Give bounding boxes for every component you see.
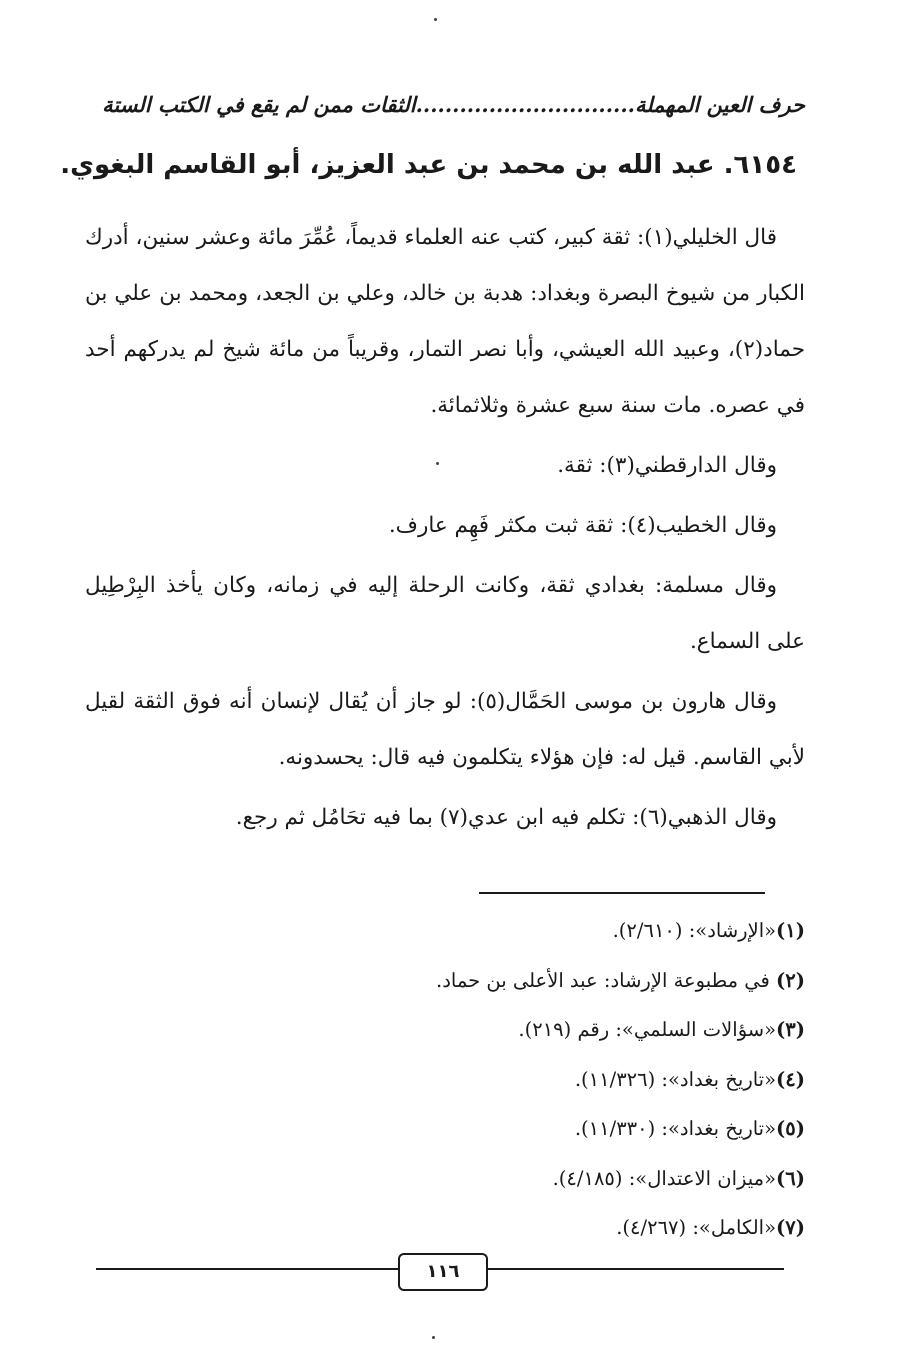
footnote-number: (٧) [776, 1216, 805, 1239]
footnote-item [85, 1154, 805, 1204]
paragraph-khatib: وقال الخطيب(٤): ثقة ثبت مكثر فَهِم عارف. [388, 513, 777, 538]
footnote-text: «تاريخ بغداد»: (١١/٣٢٦). [574, 1067, 777, 1091]
footnote-text: في مطبوعة الإرشاد: عبد الأعلى بن حماد. [436, 968, 770, 992]
footnote-text: «سؤالات السلمي»: رقم (٢١٩). [518, 1018, 777, 1041]
entry-title: ٦١٥٤. عبد الله بن محمد بن عبد العزيز، أبو القاسم البغوي. [60, 150, 797, 180]
footnote-number: (٥) [776, 1117, 805, 1140]
paragraph-harun: وقال هارون بن موسى الحَمَّال(٥): لو جاز أن يُقال لإنسان أنه فوق الثقة لقيل لأبي القاسم. قيل له: فإن هؤلاء يتكلمون فيه قال: يحسدونه. [85, 689, 805, 770]
footnote-number: (٤) [776, 1067, 805, 1091]
footnote-separator [479, 892, 765, 894]
page-number: ١١٦ [398, 1253, 488, 1291]
scan-speck [434, 18, 437, 21]
footnote-text: «ميزان الاعتدال»: (٤/١٨٥). [552, 1166, 777, 1190]
scan-speck [432, 1336, 435, 1339]
footnote-number: (٦) [776, 1166, 805, 1190]
footnote-number: (٣) [776, 1018, 805, 1041]
paragraph-daraqutni: وقال الدارقطني(٣): ثقة. [557, 453, 777, 478]
footnote-item [85, 1104, 805, 1154]
entry-body [85, 210, 805, 850]
footnote-item [85, 1055, 805, 1105]
footnote-item [85, 906, 805, 956]
footnote-text: «الإرشاد»: (٢/٦١٠). [612, 919, 777, 942]
paragraph-dhahabi: وقال الذهبي(٦): تكلم فيه ابن عدي(٧) بما فيه تحَامُل ثم رجع. [235, 805, 777, 830]
footnote-text: «تاريخ بغداد»: (١١/٣٣٠). [574, 1117, 777, 1140]
footnote-number: (١) [776, 919, 805, 942]
footnote-item [85, 1203, 805, 1253]
footnote-number: (٢) [776, 968, 805, 992]
footnote-text: «الكامل»: (٤/٢٦٧). [616, 1216, 777, 1239]
running-header: حرف العين المهملة..............................الثقات ممن لم يقع في الكتب الستة [102, 92, 805, 117]
footnote-item [85, 956, 805, 1006]
footnote-item [85, 1005, 805, 1055]
paragraph-khalili: قال الخليلي(١): ثقة كبير، كتب عنه العلماء قديماً، عُمِّرَ مائة وعشر سنين، أدرك الكبار من شيوخ البصرة وبغداد: هدبة بن خالد، وعلي بن الجعد، ومحمد بن علي بن حماد(٢)، وعبيد الله العيشي، وأبا نصر التمار، وقريباً من مائة شيخ لم يدركهم أحد في عصره. مات سنة سبع عشرة وثلاثمائة. [85, 225, 805, 418]
footnotes [85, 906, 805, 1253]
paragraph-maslama: وقال مسلمة: بغدادي ثقة، وكانت الرحلة إليه في زمانه، وكان يأخذ البِرْطِيل على السماع. [85, 573, 805, 654]
